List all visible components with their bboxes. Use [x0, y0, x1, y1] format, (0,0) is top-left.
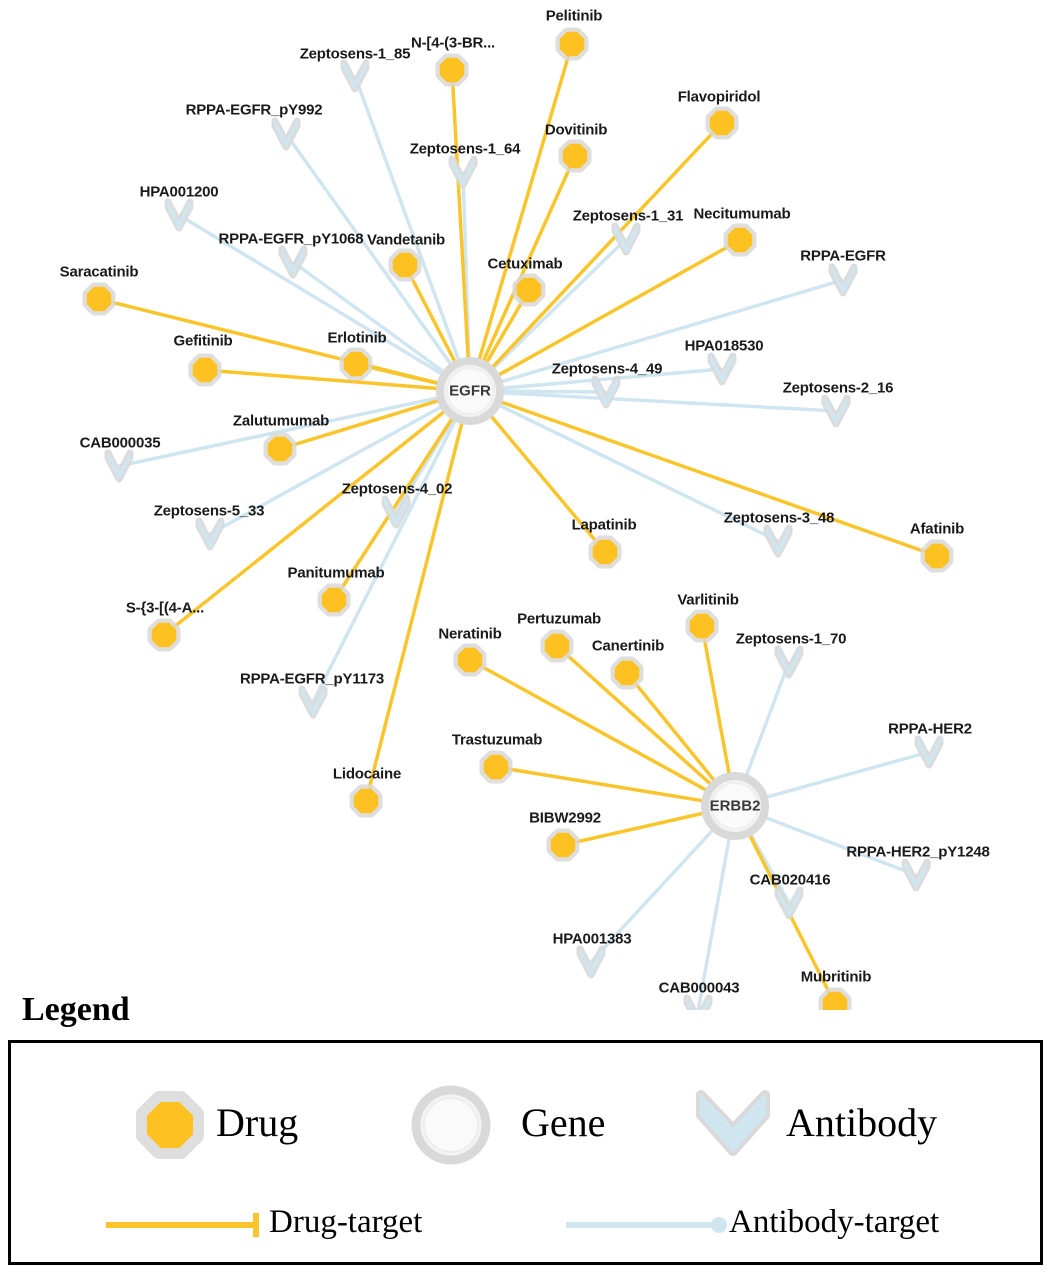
antibody-label: CAB000043 — [658, 979, 740, 997]
drug-node[interactable] — [593, 540, 617, 564]
antibody-label: RPPA-EGFR_pY1173 — [239, 670, 385, 688]
drug-label: Mubritinib — [800, 968, 872, 986]
antibody-label: HPA001200 — [139, 183, 219, 201]
drug-target-edge — [627, 673, 719, 786]
drug-node[interactable] — [560, 32, 584, 56]
drug-label: Afatinib — [909, 520, 965, 538]
drug-node-shape — [594, 541, 617, 564]
drug-label: Cetuximab — [487, 255, 563, 273]
antibody-label: RPPA-EGFR_pY1068 — [218, 230, 364, 248]
antibody-label: Zeptosens-4_49 — [551, 360, 663, 378]
antibody-label: RPPA-EGFR — [800, 247, 886, 265]
antibody-label: RPPA-HER2_pY1248 — [846, 843, 990, 861]
antibody-label: HPA001383 — [552, 930, 632, 948]
drug-node[interactable] — [563, 144, 587, 168]
legend-drug-icon — [143, 1098, 197, 1152]
drug-label: Varlitinib — [677, 591, 739, 609]
drug-node-shape — [518, 279, 541, 302]
drug-node-shape — [323, 589, 346, 612]
legend-gene-icon — [416, 1090, 486, 1160]
drug-node-shape — [926, 545, 949, 568]
drug-node[interactable] — [710, 111, 734, 135]
drug-node-shape — [691, 615, 714, 638]
antibody-target-edge — [760, 752, 929, 799]
antibody-target-edge — [744, 662, 789, 782]
drug-label: Gefitinib — [173, 332, 233, 350]
legend-drug-target-label: Drug-target — [269, 1204, 423, 1240]
drug-node-shape — [194, 359, 217, 382]
drug-node-shape — [616, 662, 639, 685]
drug-node[interactable] — [551, 833, 575, 857]
drug-target-edge — [405, 265, 458, 368]
drug-label: Lapatinib — [571, 516, 637, 534]
antibody-label: RPPA-EGFR_pY992 — [185, 101, 323, 119]
drug-target-edge — [477, 44, 572, 366]
drug-node[interactable] — [925, 544, 949, 568]
drug-node[interactable] — [87, 287, 111, 311]
antibody-label: Zeptosens-1_31 — [572, 207, 684, 225]
drug-node[interactable] — [354, 789, 378, 813]
drug-label: Saracatinib — [59, 263, 139, 281]
antibody-label: Zeptosens-1_64 — [409, 140, 521, 158]
antibody-label: RPPA-HER2 — [888, 720, 972, 738]
drug-label: N-[4-(3-BR... — [410, 34, 496, 52]
drug-node[interactable] — [728, 228, 752, 252]
legend-drug-edge — [106, 1213, 256, 1237]
drug-target-edge — [488, 123, 722, 372]
drug-node-shape — [561, 33, 584, 56]
drug-node-shape — [394, 254, 417, 277]
gene-label: ERBB2 — [709, 797, 761, 815]
drug-node[interactable] — [458, 648, 482, 672]
drug-node[interactable] — [193, 358, 217, 382]
drug-node-shape — [269, 438, 292, 461]
drug-label: Necitumumab — [693, 205, 791, 223]
drug-node-shape — [88, 288, 111, 311]
drug-node-shape — [546, 635, 569, 658]
drug-label: Panitumumab — [287, 564, 385, 582]
antibody-label: HPA018530 — [684, 337, 764, 355]
drug-node[interactable] — [484, 755, 508, 779]
antibody-label: Zeptosens-1_70 — [735, 630, 847, 648]
drug-node[interactable] — [322, 588, 346, 612]
legend-drug-label: Drug — [216, 1100, 299, 1145]
drug-node-shape — [485, 756, 508, 779]
drug-node-shape — [711, 112, 734, 135]
drug-node-shape — [441, 59, 464, 82]
antibody-target-edge — [495, 280, 843, 384]
drug-label: Erlotinib — [327, 329, 387, 347]
antibody-label: Zeptosens-2_16 — [782, 379, 894, 397]
legend-antibody-icon — [701, 1095, 765, 1151]
drug-node[interactable] — [152, 623, 176, 647]
antibody-label: Zeptosens-3_48 — [723, 509, 835, 527]
drug-node[interactable] — [393, 253, 417, 277]
antibody-label: CAB020416 — [749, 871, 831, 889]
drug-label: Neratinib — [438, 625, 502, 643]
drug-label: BIBW2992 — [529, 809, 601, 827]
drug-node-shape — [153, 624, 176, 647]
drug-node[interactable] — [545, 634, 569, 658]
drug-node-shape — [552, 834, 575, 857]
gene-label: EGFR — [449, 382, 491, 400]
drug-label: Flavopiridol — [677, 88, 761, 106]
drug-node[interactable] — [440, 58, 464, 82]
legend-gene-label: Gene — [521, 1100, 606, 1145]
drug-node[interactable] — [268, 437, 292, 461]
drug-node[interactable] — [615, 661, 639, 685]
drug-node[interactable] — [344, 352, 368, 376]
drug-label: Vandetanib — [366, 231, 446, 249]
drug-label: Pelitinib — [545, 7, 603, 25]
drug-target-edge — [205, 370, 444, 389]
drug-node-shape — [345, 353, 368, 376]
drug-label: S-{3-[(4-A... — [125, 599, 205, 617]
legend-box — [8, 1040, 1043, 1265]
drug-label: Dovitinib — [544, 121, 608, 139]
antibody-label: Zeptosens-5_33 — [153, 502, 265, 520]
legend-antibody-target-label: Antibody-target — [729, 1204, 940, 1240]
drug-node[interactable] — [690, 614, 714, 638]
drug-node-shape — [459, 649, 482, 672]
drug-label: Trastuzumab — [451, 731, 543, 749]
drug-node-shape — [729, 229, 752, 252]
legend-title: Legend — [22, 991, 130, 1028]
drug-node-shape — [564, 145, 587, 168]
drug-label: Canertinib — [591, 637, 665, 655]
drug-target-edge — [495, 400, 937, 556]
drug-node-shape — [355, 790, 378, 813]
drug-target-edge — [702, 626, 730, 780]
edge-layer — [99, 44, 937, 1010]
drug-label: Pertuzumab — [517, 610, 601, 628]
antibody-label: CAB000035 — [79, 434, 161, 452]
drug-node[interactable] — [517, 278, 541, 302]
drug-label: Lidocaine — [332, 765, 402, 783]
drug-target-edge — [496, 767, 709, 802]
antibody-label: Zeptosens-4_02 — [341, 480, 453, 498]
drug-label: Zalutumumab — [232, 412, 330, 430]
antibody-target-edge — [355, 76, 461, 367]
antibody-label: Zeptosens-1_85 — [299, 45, 411, 63]
legend-panel — [0, 985, 1059, 1280]
legend-antibody-label: Antibody — [786, 1100, 938, 1145]
legend-antibody-edge — [566, 1217, 727, 1233]
